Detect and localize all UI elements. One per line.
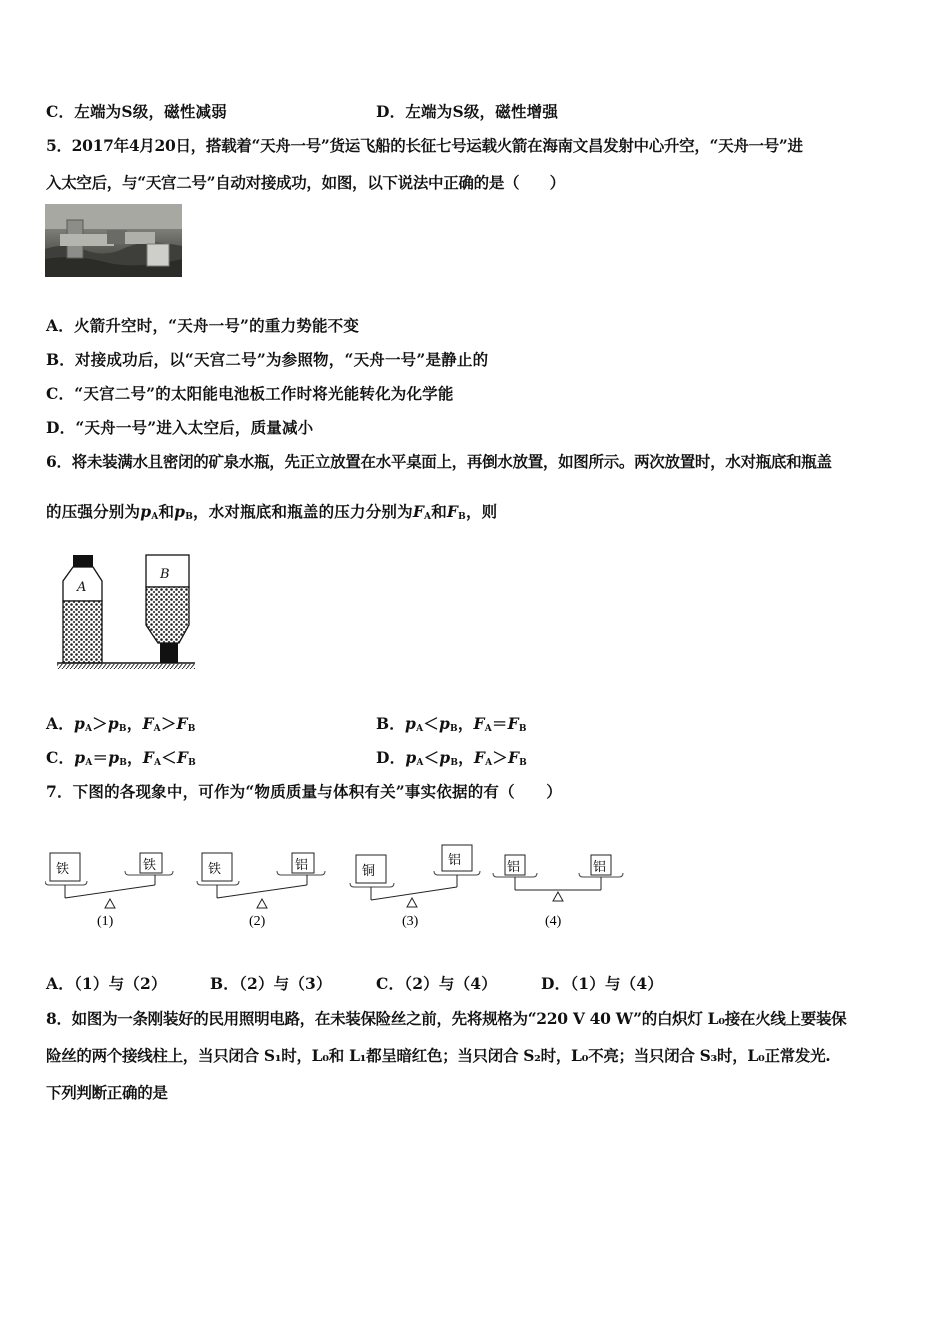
option-letter: A． bbox=[46, 316, 74, 335]
q5-stem-line2: 入太空后，与“天宫二号”自动对接成功，如图，以下说法中正确的是（ ） bbox=[46, 173, 565, 192]
q6-option-a bbox=[46, 714, 196, 739]
q7-option-d bbox=[541, 974, 663, 994]
stem-text: 的压强分别为 bbox=[46, 502, 141, 521]
docking-image-icon bbox=[45, 204, 182, 277]
q6-option-d bbox=[376, 748, 527, 773]
svg-text:铁: 铁 bbox=[143, 858, 157, 873]
q6-option-b bbox=[376, 714, 527, 739]
option-letter: A． bbox=[46, 974, 74, 993]
svg-text:(3): (3) bbox=[402, 914, 419, 929]
svg-text:(2): (2) bbox=[249, 914, 266, 929]
var-F: F bbox=[473, 748, 486, 767]
var-p: p bbox=[74, 748, 86, 767]
separator: ， bbox=[127, 748, 143, 767]
subscript: A bbox=[484, 724, 492, 734]
relation: ＞ bbox=[160, 714, 177, 733]
var-p: p bbox=[174, 502, 186, 521]
option-text: （1）与（2） bbox=[73, 974, 167, 993]
bottles-diagram-icon bbox=[55, 553, 200, 673]
subscript: A bbox=[84, 724, 93, 734]
relation: ＜ bbox=[423, 714, 439, 733]
bottle-figure bbox=[55, 553, 200, 677]
label-b: B bbox=[160, 567, 170, 582]
var-F: F bbox=[507, 714, 519, 733]
option-text: 对接成功后，以“天宫二号”为参照物，“天舟一号”是静止的 bbox=[75, 350, 489, 369]
svg-text:铜: 铜 bbox=[362, 864, 376, 879]
q7-option-a bbox=[46, 974, 167, 994]
option-letter: D． bbox=[376, 748, 406, 767]
q8-stem-line1: 8．如图为一条刚装好的民用照明电路，在未装保险丝之前，先将规格为“220 V 40 W”的白炽灯 L₀接在火线上要装保 bbox=[46, 1009, 847, 1028]
var-F: F bbox=[176, 748, 189, 767]
stem-text: ，水对瓶底和瓶盖的压力分别为 bbox=[193, 502, 413, 521]
stem-text: 和 bbox=[431, 502, 447, 521]
option-letter: B． bbox=[210, 974, 240, 993]
subscript: A bbox=[485, 758, 493, 768]
subscript: B bbox=[188, 758, 196, 768]
svg-text:铝: 铝 bbox=[448, 853, 462, 868]
subscript: A bbox=[153, 724, 161, 734]
option-letter: C． bbox=[46, 384, 75, 403]
q5-option-d bbox=[46, 418, 313, 438]
q4-option-c bbox=[46, 102, 227, 122]
label-a: A bbox=[77, 580, 87, 595]
q4-option-d bbox=[376, 102, 558, 122]
var-F: F bbox=[507, 748, 520, 767]
var-p: p bbox=[439, 748, 451, 767]
scale-2 bbox=[197, 853, 325, 929]
option-text: 左端为S级，磁性减弱 bbox=[74, 102, 227, 121]
spacecraft-docking-photo bbox=[45, 204, 182, 277]
option-letter: C． bbox=[46, 102, 75, 121]
var-p: p bbox=[140, 502, 152, 521]
subscript: B bbox=[450, 724, 458, 734]
option-letter: D． bbox=[46, 418, 76, 437]
separator: ， bbox=[457, 714, 474, 733]
option-letter: A． bbox=[46, 714, 74, 733]
q6-option-c bbox=[46, 748, 196, 773]
option-text: （1）与（4） bbox=[570, 974, 664, 993]
option-text: （2）与（4） bbox=[404, 974, 497, 993]
subscript: B bbox=[518, 724, 527, 734]
var-p: p bbox=[438, 714, 450, 733]
svg-text:铁: 铁 bbox=[208, 862, 222, 877]
subscript: A bbox=[151, 512, 159, 522]
var-p: p bbox=[108, 748, 120, 767]
option-letter: D． bbox=[541, 974, 571, 993]
var-F: F bbox=[142, 714, 154, 733]
q5-option-c bbox=[46, 384, 454, 404]
svg-text:铝: 铝 bbox=[295, 858, 309, 873]
option-text: （2）与（3） bbox=[239, 974, 332, 993]
var-p: p bbox=[107, 714, 119, 733]
var-F: F bbox=[412, 502, 425, 521]
q7-option-c bbox=[376, 974, 497, 994]
subscript: B bbox=[185, 512, 193, 522]
q5-option-a bbox=[46, 316, 359, 336]
q8-stem-line2: 险丝的两个接线柱上，当只闭合 S₁时，L₀和 L₁都呈暗红色；当只闭合 S₂时，L₀不亮；当只闭合 S₃时，L₀正常发光. bbox=[46, 1046, 831, 1065]
var-F: F bbox=[176, 714, 188, 733]
relation: ＝ bbox=[92, 748, 109, 767]
option-letter: C． bbox=[376, 974, 405, 993]
option-text: 火箭升空时，“天舟一号”的重力势能不变 bbox=[73, 316, 360, 335]
option-text: “天宫二号”的太阳能电池板工作时将光能转化为化学能 bbox=[74, 384, 454, 403]
relation: ＞ bbox=[92, 714, 108, 733]
subscript: A bbox=[153, 758, 162, 768]
subscript: A bbox=[416, 758, 424, 768]
stem-text: 和 bbox=[158, 502, 175, 521]
scale-1 bbox=[45, 853, 173, 929]
q7-option-b bbox=[210, 974, 332, 994]
option-letter: B． bbox=[376, 714, 406, 733]
svg-text:(1): (1) bbox=[97, 914, 114, 929]
var-F: F bbox=[446, 502, 459, 521]
svg-text:铁: 铁 bbox=[56, 862, 70, 877]
option-letter: C． bbox=[46, 748, 75, 767]
subscript: B bbox=[458, 512, 466, 522]
svg-text:铝: 铝 bbox=[593, 860, 607, 875]
var-F: F bbox=[142, 748, 154, 767]
subscript: A bbox=[85, 758, 93, 768]
q5-option-b bbox=[46, 350, 488, 370]
subscript: B bbox=[519, 758, 527, 768]
svg-text:(4): (4) bbox=[545, 914, 562, 929]
subscript: B bbox=[450, 758, 459, 768]
scale-3 bbox=[350, 845, 480, 929]
var-p: p bbox=[405, 714, 417, 733]
option-letter: D． bbox=[376, 102, 406, 121]
relation: ＞ bbox=[492, 748, 508, 767]
balance-scales-figure bbox=[45, 843, 635, 937]
var-p: p bbox=[73, 714, 85, 733]
subscript: B bbox=[119, 758, 128, 768]
option-text: 左端为S级，磁性增强 bbox=[405, 102, 559, 121]
subscript: B bbox=[118, 724, 127, 734]
q8-stem-line3: 下列判断正确的是 bbox=[46, 1083, 168, 1102]
q7-stem: 7．下图的各现象中，可作为“物质质量与体积有关”事实依据的有（ ） bbox=[46, 782, 562, 801]
relation: ＜ bbox=[423, 748, 440, 767]
subscript: A bbox=[424, 512, 432, 522]
q6-stem-line1: 6．将未装满水且密闭的矿泉水瓶，先正立放置在水平桌面上，再倒水放置，如图所示。两次放置时，水对瓶底和瓶盖 bbox=[46, 452, 832, 471]
option-letter: B． bbox=[46, 350, 76, 369]
option-text: “天舟一号”进入太空后，质量减小 bbox=[75, 418, 314, 437]
relation: ＜ bbox=[161, 748, 177, 767]
separator: ， bbox=[126, 714, 143, 733]
var-p: p bbox=[405, 748, 417, 767]
relation: ＝ bbox=[491, 714, 508, 733]
var-F: F bbox=[473, 714, 485, 733]
svg-text:铝: 铝 bbox=[507, 860, 521, 875]
balance-scales-icon bbox=[45, 843, 635, 933]
subscript: A bbox=[416, 724, 424, 734]
q5-stem-line1: 5．2017年4月20日，搭载着“天舟一号”货运飞船的长征七号运载火箭在海南文昌发射中心升空，“天舟一号”进 bbox=[46, 136, 803, 155]
separator: ， bbox=[458, 748, 474, 767]
stem-text: ，则 bbox=[465, 502, 498, 521]
q6-stem-line2 bbox=[46, 502, 497, 527]
subscript: B bbox=[187, 724, 196, 734]
scale-4 bbox=[493, 855, 623, 929]
